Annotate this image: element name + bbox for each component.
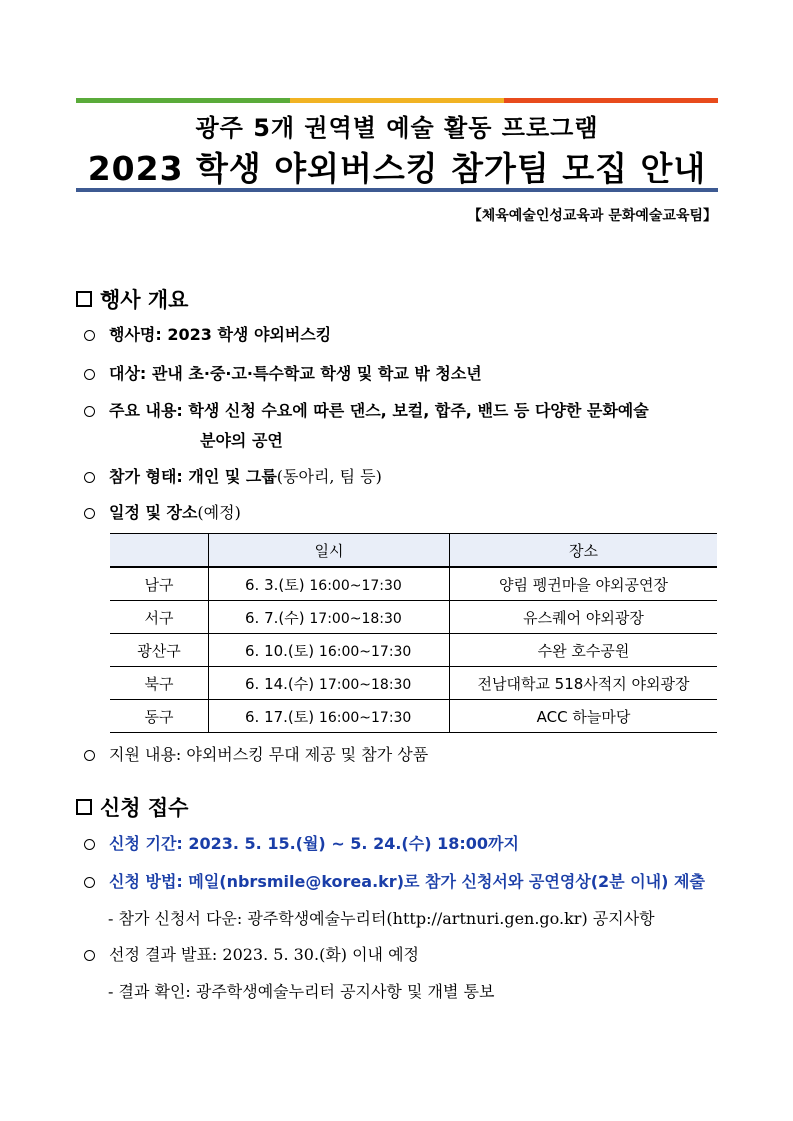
cell-place: 수완 호수공원 <box>450 634 718 667</box>
checkbox-square-icon <box>76 799 92 815</box>
table-row <box>110 667 717 700</box>
title-line-2: 2023 학생 야외버스킹 참가팀 모집 안내 <box>87 149 707 188</box>
section-heading-overview <box>76 284 188 314</box>
item-label: 주요 내용: <box>109 401 183 420</box>
table-header-place: 장소 <box>450 534 718 568</box>
cell-date: 6. 7.(수) <box>245 608 305 627</box>
bullet-circle-icon <box>84 877 95 888</box>
bullet-circle-icon <box>84 406 95 417</box>
item-text: 학생 신청 수요에 따른 댄스, 보컬, 합주, 밴드 등 다양한 문화예술 <box>188 401 649 420</box>
list-item-support <box>84 742 428 765</box>
list-item-result <box>84 942 419 965</box>
item-continuation: 분야의 공연 <box>200 431 283 450</box>
cell-datetime <box>209 667 450 700</box>
department-label: 【체육예술인성교육과 문화예술교육팀】 <box>467 208 717 224</box>
cell-time: 16:00~17:30 <box>318 643 412 660</box>
table-header-datetime: 일시 <box>209 534 450 568</box>
section-title: 신청 접수 <box>100 796 189 820</box>
cell-district: 남구 <box>110 567 209 601</box>
table-header-district <box>110 534 209 568</box>
bullet-circle-icon <box>84 508 95 519</box>
cell-date: 6. 10.(토) <box>245 641 315 660</box>
item-note: (동아리, 팀 등) <box>276 467 382 486</box>
cell-place: 양림 펭귄마을 야외공연장 <box>450 567 718 601</box>
list-item-schedule <box>84 500 241 523</box>
top-bar-red <box>504 98 718 103</box>
cell-district: 북구 <box>110 667 209 700</box>
item-text: 신청 기간: 2023. 5. 15.(월) ~ 5. 24.(수) 18:00까지 <box>109 834 519 853</box>
cell-place: 유스퀘어 야외광장 <box>450 601 718 634</box>
cell-datetime <box>209 601 450 634</box>
item-text: 지원 내용: 야외버스킹 무대 제공 및 참가 상품 <box>109 745 429 764</box>
cell-time: 16:00~17:30 <box>318 709 412 726</box>
schedule-table <box>110 533 717 733</box>
item-note: (예정) <box>197 503 241 522</box>
cell-datetime <box>209 567 450 601</box>
list-item-content <box>84 398 649 421</box>
sub-item-check: - 결과 확인: 광주학생예술누리터 공지사항 및 개별 통보 <box>108 982 495 1001</box>
bullet-circle-icon <box>84 839 95 850</box>
list-item-target <box>84 361 482 384</box>
item-text: 선정 결과 발표: 2023. 5. 30.(화) 이내 예정 <box>109 945 420 964</box>
cell-place: 전남대학교 518사적지 야외광장 <box>450 667 718 700</box>
list-item-participation <box>84 464 382 487</box>
item-text: 신청 방법: 메일(nbrsmile@korea.kr)로 참가 신청서와 공연영상(2분 이내) 제출 <box>109 872 705 891</box>
table-row <box>110 601 717 634</box>
cell-date: 6. 14.(수) <box>245 674 315 693</box>
cell-district: 광산구 <box>110 634 209 667</box>
cell-time: 16:00~17:30 <box>309 577 402 594</box>
cell-district: 동구 <box>110 700 209 733</box>
top-bar-green <box>76 98 290 103</box>
list-item-method <box>84 869 705 892</box>
table-row <box>110 700 717 733</box>
list-item-event-name <box>84 322 331 345</box>
cell-date: 6. 3.(토) <box>245 575 305 594</box>
item-label: 대상: <box>109 364 147 383</box>
title-underline-bar <box>76 188 718 192</box>
item-text: 개인 및 그룹 <box>188 467 277 486</box>
bullet-circle-icon <box>84 750 95 761</box>
title-line-1: 광주 5개 권역별 예술 활동 프로그램 <box>195 114 599 142</box>
bullet-circle-icon <box>84 369 95 380</box>
sub-item-download: - 참가 신청서 다운: 광주학생예술누리터(http://artnuri.gen.go.kr) 공지사항 <box>108 909 655 928</box>
bullet-circle-icon <box>84 472 95 483</box>
section-heading-application <box>76 792 188 822</box>
list-item-period <box>84 831 519 854</box>
item-label: 행사명: <box>109 325 162 344</box>
cell-date: 6. 17.(토) <box>245 707 315 726</box>
top-bar-yellow <box>290 98 504 103</box>
item-label: 참가 형태: <box>109 467 183 486</box>
bullet-circle-icon <box>84 330 95 341</box>
cell-datetime <box>209 700 450 733</box>
cell-time: 17:00~18:30 <box>309 610 402 627</box>
item-text: 관내 초·중·고·특수학교 학생 및 학교 밖 청소년 <box>151 364 482 383</box>
top-color-bar <box>76 98 718 103</box>
item-text: 2023 학생 야외버스킹 <box>167 325 332 344</box>
cell-district: 서구 <box>110 601 209 634</box>
table-row <box>110 634 717 667</box>
checkbox-square-icon <box>76 291 92 307</box>
cell-place: ACC 하늘마당 <box>450 700 718 733</box>
cell-time: 17:00~18:30 <box>318 676 412 693</box>
table-header-row <box>110 534 717 568</box>
bullet-circle-icon <box>84 950 95 961</box>
table-row <box>110 567 717 601</box>
section-title: 행사 개요 <box>100 288 189 312</box>
cell-datetime <box>209 634 450 667</box>
item-label: 일정 및 장소 <box>109 503 198 522</box>
